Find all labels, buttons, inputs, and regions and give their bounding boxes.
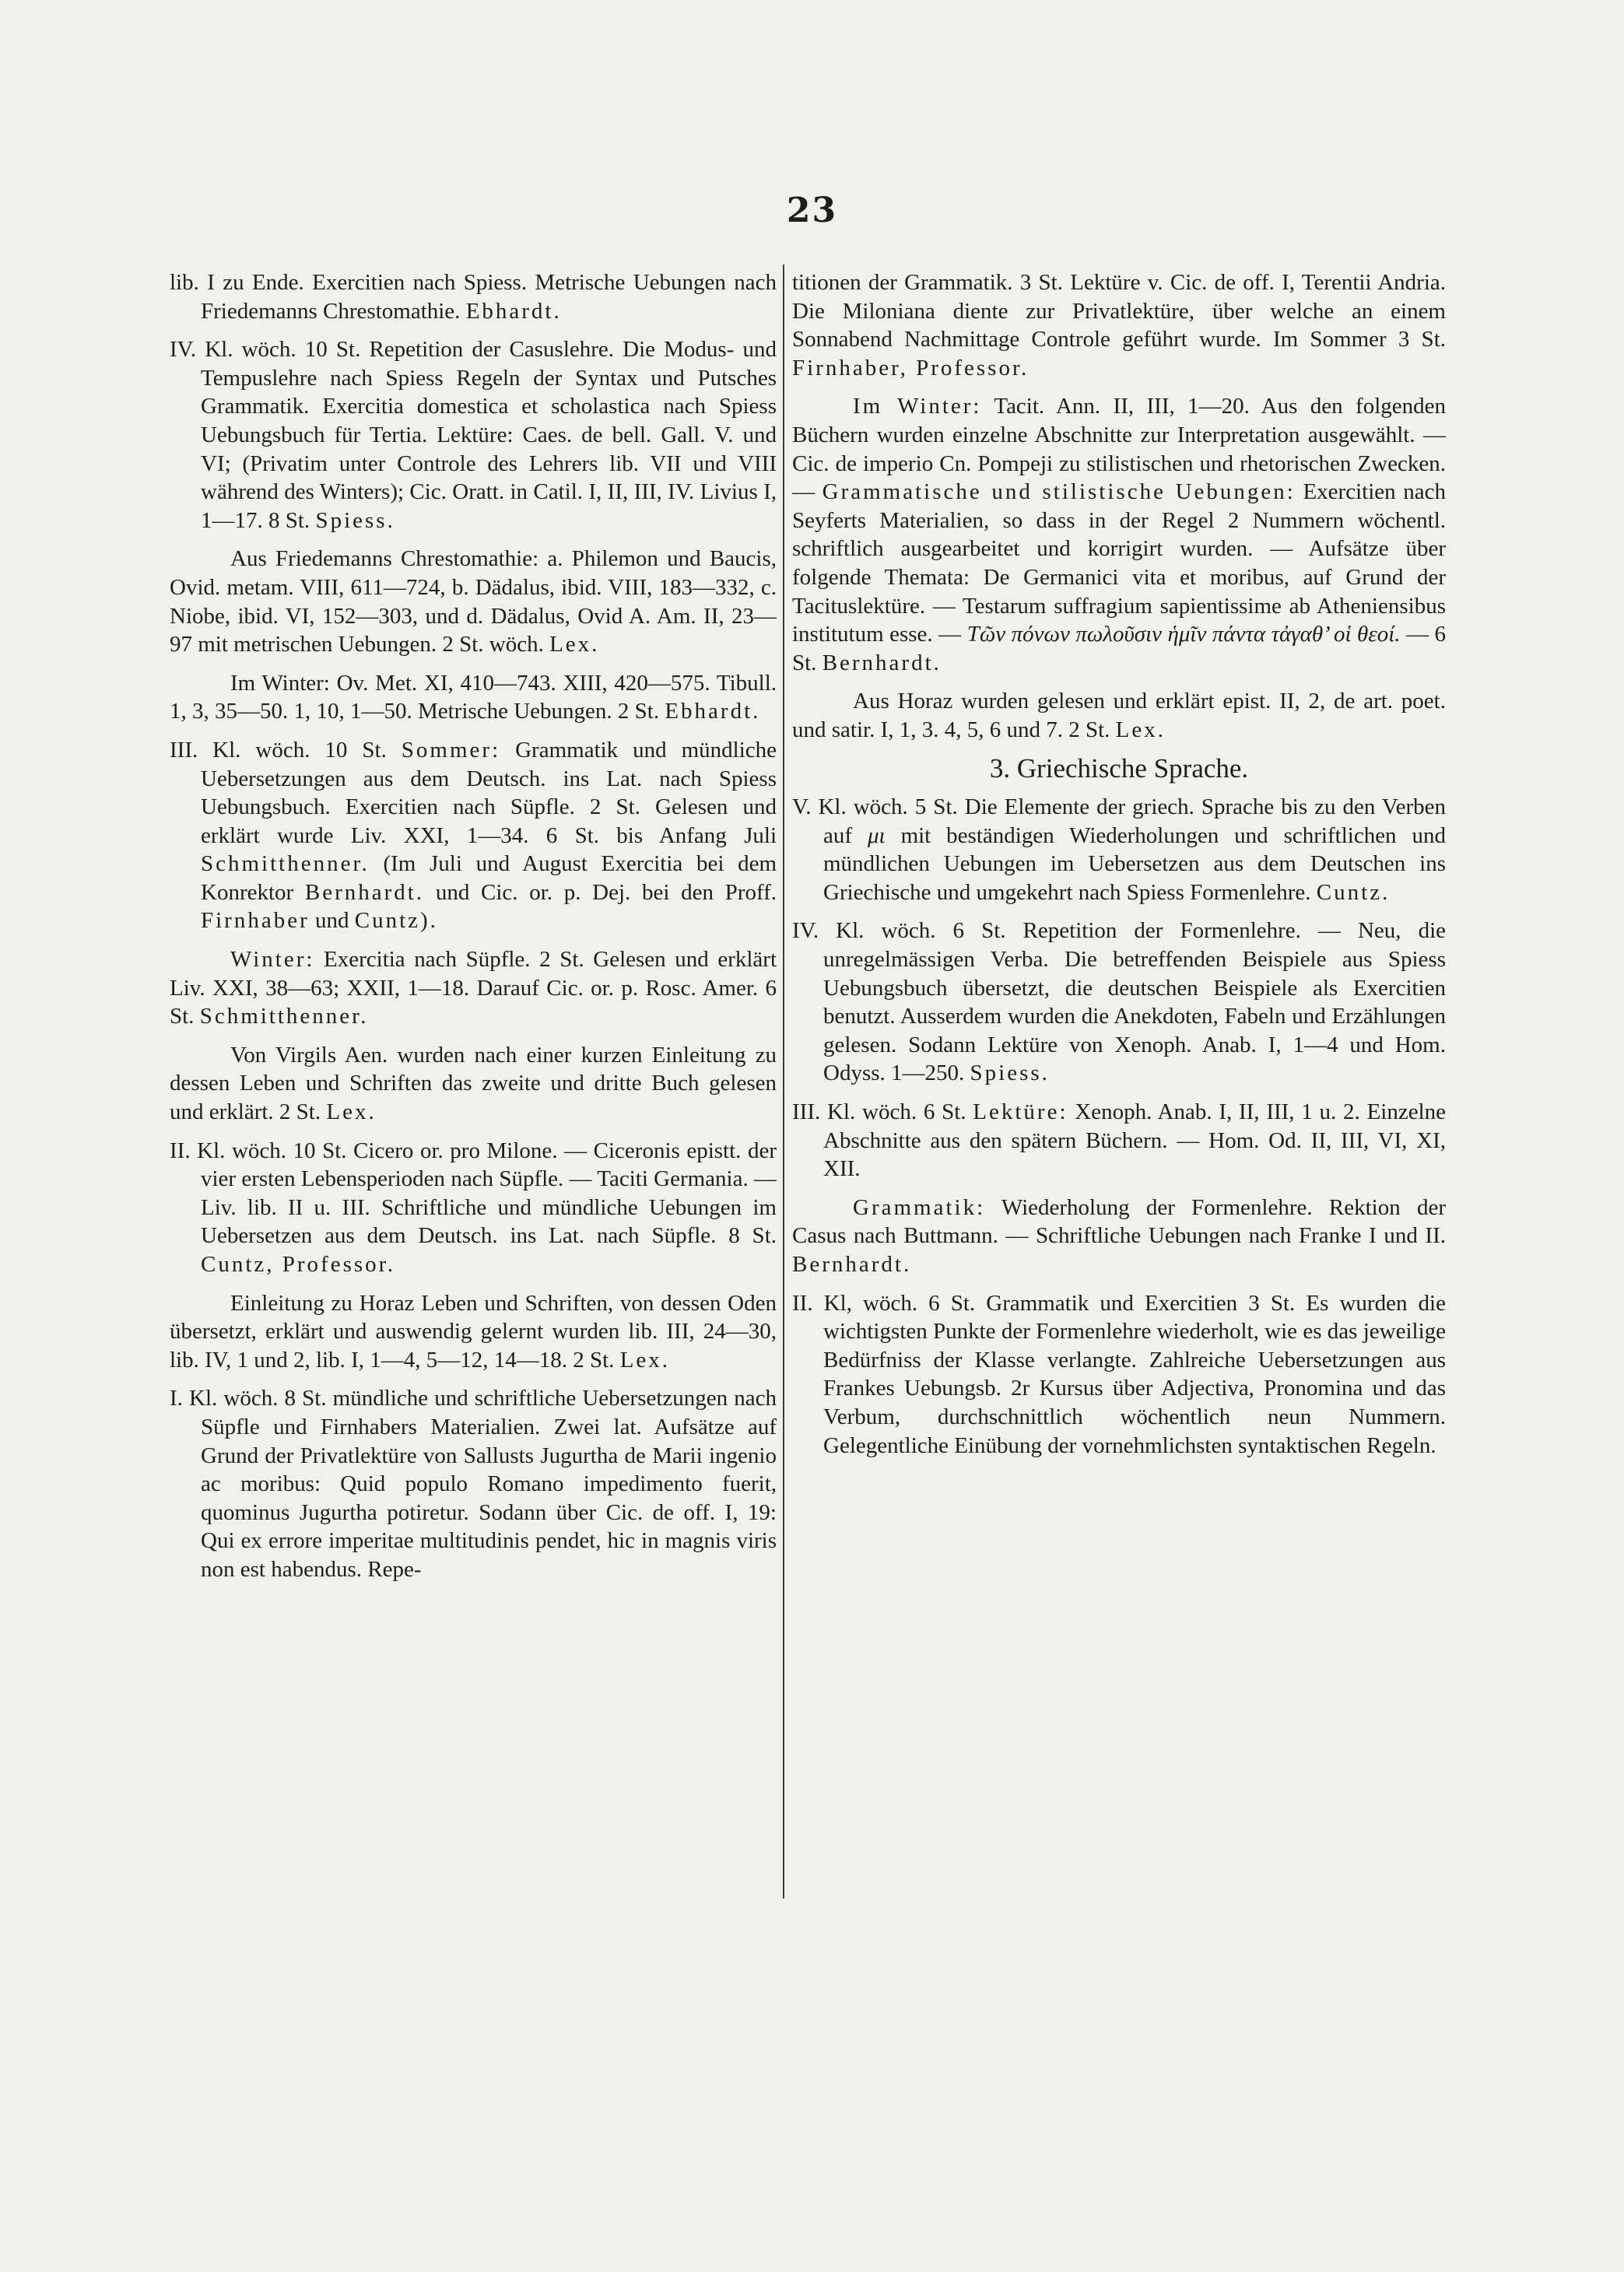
teacher-name: Schmitthenner. [201, 851, 370, 877]
paragraph-winter-liv: Winter: Exercitia nach Süpfle. 2 St. Gelesen und erklärt Liv. XXI, 38—63; XXII, 1—18. Darauf Cic. or. p. Rosc. Amer. 6 St. Schmitthenner. [170, 947, 777, 1029]
term-label: Grammatik: [853, 1194, 986, 1220]
page-number: 23 [786, 191, 838, 230]
teacher-name: Firnhaber [201, 908, 310, 934]
class-label: III. Kl. [170, 737, 241, 763]
greek-term: μι [867, 822, 886, 848]
paragraph-greek-class-iii: III. Kl. wöch. 6 St. Lektüre: Xenoph. Anab. I, II, III, 1 u. 2. Einzelne Abschnitte aus den spätern Büchern. — Hom. Od. II, III, VI, XI, XII. [792, 1099, 1447, 1182]
class-label: IV. Kl. [792, 918, 865, 944]
paragraph-horaz: Einleitung zu Horaz Leben und Schriften, von dessen Oden übersetzt, erklärt und auswendig gelernt wurden lib. III, 24—30, lib. IV, 1 und 2, lib. I, 1—4, 5—12, 14—18. 2 St. Lex. [170, 1290, 777, 1373]
greek-quotation: Τῶν πόνων πωλοῦσιν ἡμῖν πάντα τἀγαθ’ οἱ θεοί. [966, 622, 1401, 647]
class-label: II. Kl, [792, 1290, 852, 1316]
paragraph-virgil: Von Virgils Aen. wurden nach einer kurzen Einleitung zu dessen Leben und Schriften das zweite und dritte Buch gelesen und erklärt. 2 St. Lex. [170, 1042, 777, 1125]
paragraph-class-iii: III. Kl. wöch. 10 St. Sommer: Grammatik und mündliche Uebersetzungen aus dem Deutsch. ins Lat. nach Spiess Uebungsbuch. Exercitien nach Süpfle. 2 St. Gelesen und erklärt wurde Liv. XXI, 1—34. 6 St. bis Anfang Juli Schmitthenner. (Im Juli und August Exercitia bei dem Konrektor Bernhardt. und Cic. or. p. Dej. bei den Proff. Firnhaber und Cuntz). [170, 737, 777, 934]
paragraph-class-i-continued: titionen der Grammatik. 3 St. Lektüre v. Cic. de off. I, Terentii Andria. Die Miloniana diente zur Privatlektüre, über welche an einem Sonnabend Nachmittage Controle geführt wurde. Im Sommer 3 St. Firnhaber, Professor. [792, 270, 1446, 380]
teacher-name: Ebhardt. [465, 298, 562, 324]
class-label: IV. Kl. [170, 337, 233, 363]
term-label: Grammatische und stilistische Uebungen: [822, 479, 1296, 505]
class-label: I. Kl. [170, 1386, 218, 1411]
section-heading-griechisch: 3. Griechische Sprache. [989, 752, 1249, 784]
teacher-name: Bernhardt. [792, 1252, 912, 1277]
season-label: Sommer: [401, 737, 501, 763]
teacher-name: Firnhaber, Professor. [792, 355, 1029, 380]
paragraph-horaz-epist: Aus Horaz wurden gelesen und erklärt epist. II, 2, de art. poet. und satir. I, 1, 3. 4, 5, 6 und 7. 2 St. Lex. [792, 689, 1446, 742]
teacher-name: Bernhardt. [304, 879, 425, 905]
season-label: Im Winter: [853, 394, 982, 419]
paragraph-greek-class-ii: II. Kl, wöch. 6 St. Grammatik und Exercitien 3 St. Es wurden die wichtigsten Punkte der Formenlehre wiederholt, wie es das jeweilige Bedürfniss der Klasse verlangte. Zahlreiche Uebersetzungen aus Frankes Uebungsb. 2r Kursus über Adjectiva, Pronomina und das Verbum, durchschnittlich wöchentlich neun Nummern. Gelegentliche Einübung der vornehmlichsten syntaktischen Regeln. [792, 1290, 1446, 1458]
paragraph-class-iv: IV. Kl. wöch. 10 St. Repetition der Casuslehre. Die Modus- und Tempuslehre nach Spiess Regeln der Syntax und Putsches Grammatik. Exercitia domestica et scholastica nach Spiess Uebungsbuch für Tertia. Lektüre: Caes. de bell. Gall. V. und VI; (Privatim unter Controle des Lehrers lib. VII und VIII während des Winters); Cic. Oratt. in Catil. I, II, III, IV. Livius I, 1—17. 8 St. Spiess. [170, 337, 777, 533]
teacher-name: Schmitthenner. [199, 1004, 369, 1029]
paragraph-class-i: I. Kl. wöch. 8 St. mündliche und schriftliche Uebersetzungen nach Süpfle und Firnhabers Materialien. Zwei lat. Aufsätze auf Grund der Privatlektüre von Sallusts Jugurtha de Marii ingenio ac moribus: Quid populo Romano impedimento fuerit, quominus Jugurtha potiretur. Sodann über Cic. de off. I, 19: Qui ex errore imperitae multitudinis pendet, hic in magnis viris non est habendus. Repe- [170, 1386, 777, 1582]
teacher-name: Lex. [326, 1099, 377, 1125]
term-label: Lektüre: [973, 1099, 1068, 1125]
paragraph-latin-continuation: lib. I zu Ende. Exercitien nach Spiess. Metrische Uebungen nach Friedemanns Chrestomathie. Ebhardt. [170, 270, 777, 324]
season-label: Winter: [230, 947, 315, 973]
paragraph-chrestomathie: Aus Friedemanns Chrestomathie: a. Philemon und Baucis, Ovid. metam. VIII, 611—724, b. Dädalus, ibid. VIII, 183—332, c. Niobe, ibid. VI, 152—303, und d. Dädalus, Ovid A. Am. II, 23—97 mit metrischen Uebungen. 2 St. wöch. Lex. [170, 546, 777, 657]
teacher-name: Bernhardt. [822, 650, 942, 675]
class-label: III. Kl. [792, 1099, 856, 1125]
teacher-name: Cuntz). [354, 908, 438, 934]
class-label: V. Kl. [792, 794, 847, 820]
paragraph-greek-class-v: V. Kl. wöch. 5 St. Die Elemente der griech. Sprache bis zu den Verben auf μι mit beständigen Wiederholungen und schriftlichen und mündlichen Uebungen im Uebersetzen aus dem Deutschen ins Griechische und umgekehrt nach Spiess Formenlehre. Cuntz. [792, 794, 1447, 905]
paragraph-winter-ovid: Im Winter: Ov. Met. XI, 410—743. XIII, 420—575. Tibull. 1, 3, 35—50. 1, 10, 1—50. Metrische Uebungen. 2 St. Ebhardt. [170, 670, 777, 724]
left-column [170, 268, 777, 1594]
paragraph-class-ii: II. Kl. wöch. 10 St. Cicero or. pro Milone. — Ciceronis epistt. der vier ersten Lebensperioden nach Süpfle. — Taciti Germania. — Liv. lib. II u. III. Schriftliche und mündliche Uebungen im Uebersetzen aus dem Deutsch. ins Lat. nach Süpfle. 8 St. Cuntz, Professor. [170, 1138, 777, 1277]
paragraph-winter-tacitus: Im Winter: Tacit. Ann. II, III, 1—20. Aus den folgenden Büchern wurden einzelne Abschnitte zur Interpretation ausgewählt. — Cic. de imperio Cn. Pompeji zu stilistischen und rhetorischen Zwecken. — Grammatische und stilistische Uebungen: Exercitien nach Seyferts Materialien, so dass in der Regel 2 Nummern wöchentl. schriftlich ausgearbeitet und korrigirt wurden. — Aufsätze über folgende Themata: De Germanici vita et moribus, auf Grund der Tacituslektüre. — Testarum suffragium sapientissime ab Atheniensibus institutum esse. — Τῶν πόνων πωλοῦσιν ἡμῖν πάντα τἀγαθ’ οἱ θεοί. — 6 St. Bernhardt. [792, 394, 1447, 675]
paragraph-greek-class-iv: IV. Kl. wöch. 6 St. Repetition der Formenlehre. — Neu, die unregelmässigen Verba. Die betreffenden Beispiele aus Spiess Uebungsbuch übersetzt, die deutschen Beispiele als Exercitien benutzt. Ausserdem wurden die Anekdoten, Fabeln und Erzählungen gelesen. Sodann Lektüre von Xenoph. Anab. I, 1—4 und Hom. Odyss. 1—250. Spiess. [792, 918, 1446, 1086]
teacher-name: Spiess. [970, 1061, 1050, 1086]
right-column [792, 268, 1446, 1470]
class-label: II. Kl. [170, 1138, 226, 1163]
teacher-name: Cuntz. [1316, 879, 1391, 905]
teacher-name: Lex. [619, 1347, 671, 1373]
paragraph-greek-grammatik: Grammatik: Wiederholung der Formenlehre. Rektion der Casus nach Buttmann. — Schriftliche Uebungen nach Franke I und II. Bernhardt. [792, 1194, 1446, 1277]
column-divider [783, 265, 784, 1899]
teacher-name: Cuntz, Professor. [201, 1252, 395, 1277]
teacher-name: Lex. [1115, 717, 1166, 742]
teacher-name: Ebhardt. [665, 699, 761, 724]
teacher-name: Lex. [549, 632, 600, 657]
teacher-name: Spiess. [315, 507, 395, 533]
